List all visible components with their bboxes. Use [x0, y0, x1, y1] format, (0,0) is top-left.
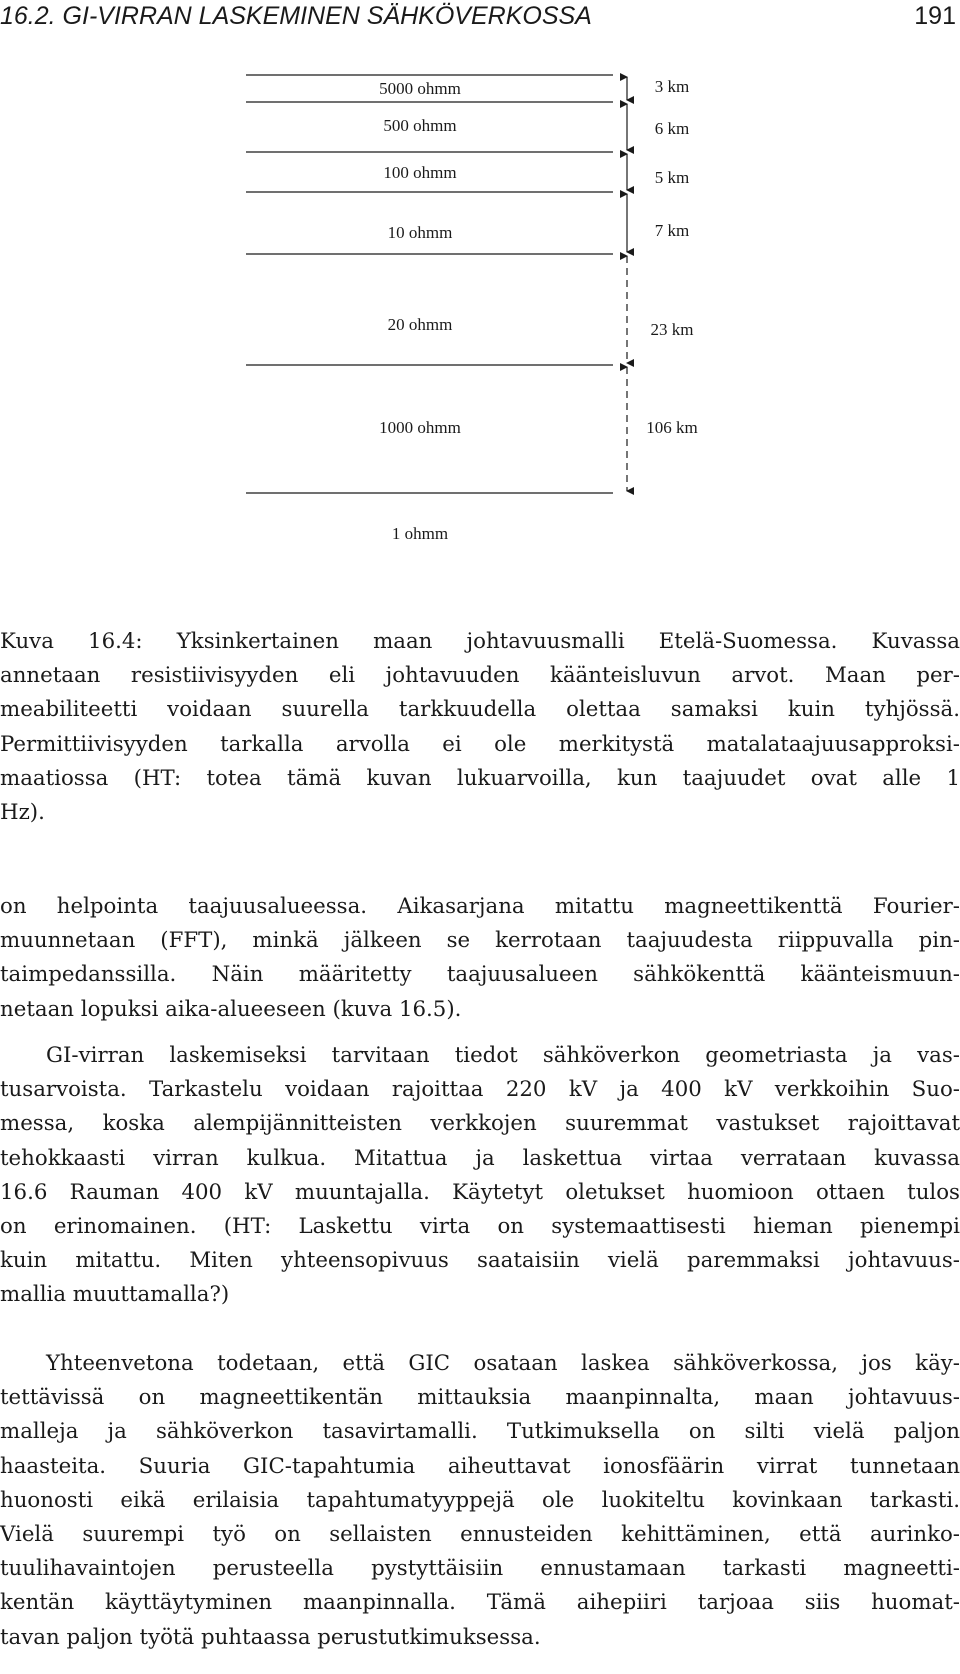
resistivity-label: 1 ohmm	[391, 524, 449, 543]
resistivity-label: 500 ohmm	[383, 116, 457, 135]
caption-line: meabiliteetti voidaan suurella tarkkuudella olettaa samaksi kuin tyhjössä.	[0, 697, 960, 723]
text-line: messa, koska alempijännitteisten verkkojen suuremmat vastukset rajoittavat	[0, 1111, 960, 1137]
thickness-label: 6 km	[654, 119, 690, 138]
resistivity-label: 1000 ohmm	[379, 418, 461, 437]
text-line: kentän käyttäytyminen maanpinnalla. Tämä aihepiiri tarjoaa siis huomat-	[0, 1590, 960, 1616]
paragraph-2	[0, 1039, 960, 1313]
caption-line: Permittiivisyyden tarkalla arvolla ei ole merkitystä matalataajuusapproksi-	[0, 731, 960, 757]
text-line: tehokkaasti virran kulkua. Mitattua ja laskettua virtaa verrataan kuvassa	[0, 1145, 960, 1171]
caption-line: maatiossa (HT: totea tämä kuvan lukuarvoilla, kun taajuudet ovat alle 1	[0, 765, 960, 791]
text-line: on helpointa taajuusalueessa. Aikasarjana mitattu magneettikenttä Fourier-	[0, 894, 960, 919]
text-line: netaan lopuksi aika-alueeseen (kuva 16.5).	[0, 996, 462, 1022]
resistivity-label: 5000 ohmm	[379, 79, 461, 98]
text-line: haasteita. Suuria GIC-tapahtumia aiheuttavat ionosfäärin virrat tunnetaan	[0, 1453, 960, 1479]
thickness-label: 7 km	[654, 221, 690, 240]
text-line: tusarvoista. Tarkastelu voidaan rajoittaa 220 kV ja 400 kV verkkoihin Suo-	[0, 1077, 960, 1103]
layer-diagram	[0, 60, 960, 560]
caption-line: annetaan resistiivisyyden eli johtavuuden käänteisluvun arvot. Maan per-	[0, 663, 960, 689]
section-title: 16.2. GI-VIRRAN LASKEMINEN SÄHKÖVERKOSSA	[0, 2, 592, 30]
text-line: muunnetaan (FFT), minkä jälkeen se kerrotaan taajuudesta riippuvalla pin-	[0, 928, 960, 954]
text-line: kuin mitattu. Miten yhteensopivuus saataisiin vielä paremmaksi johtavuus-	[0, 1248, 960, 1274]
text-line: taimpedanssilla. Näin määritetty taajuusalueen sähkökenttä käänteismuun-	[0, 962, 960, 988]
conductivity-model-figure	[0, 60, 960, 560]
paragraph-1	[0, 890, 960, 1027]
running-header	[0, 0, 958, 36]
thickness-label: 5 km	[654, 168, 690, 187]
caption-line: Kuva 16.4: Yksinkertainen maan johtavuusmalli Etelä-Suomessa. Kuvassa	[0, 629, 960, 654]
text-line: on erinomainen. (HT: Laskettu virta on systemaattisesti hieman pienempi	[0, 1213, 960, 1239]
text-line: mallia muuttamalla?)	[0, 1282, 230, 1308]
figure-caption	[0, 625, 960, 830]
thickness-label: 23 km	[650, 320, 694, 339]
text-line: tettävissä on magneettikentän mittauksia maanpinnalta, maan johtavuus-	[0, 1385, 960, 1411]
text-line: GI-virran laskemiseksi tarvitaan tiedot sähköverkon geometriasta ja vas-	[46, 1043, 960, 1068]
resistivity-label: 20 ohmm	[387, 315, 453, 334]
page-number: 191	[914, 2, 956, 30]
text-line: tuulihavaintojen perusteella pystyttäisiin ennustamaan tarkasti magneetti-	[0, 1556, 960, 1582]
thickness-label: 3 km	[654, 77, 690, 96]
text-line: Yhteenvetona todetaan, että GIC osataan laskea sähköverkossa, jos käy-	[46, 1351, 960, 1376]
text-line: 16.6 Rauman 400 kV muuntajalla. Käytetyt oletukset huomioon ottaen tulos	[0, 1179, 960, 1205]
text-line: huonosti eikä erilaisia tapahtumatyyppejä ole luokiteltu kovinkaan tarkasti.	[0, 1487, 960, 1513]
thickness-label: 106 km	[646, 418, 698, 437]
resistivity-label: 10 ohmm	[387, 223, 453, 242]
resistivity-label: 100 ohmm	[383, 163, 457, 182]
paragraph-3	[0, 1347, 960, 1655]
caption-line: Hz).	[0, 799, 45, 825]
text-line: malleja ja sähköverkon tasavirtamalli. Tutkimuksella on silti vielä paljon	[0, 1419, 960, 1445]
text-line: tavan paljon työtä puhtaassa perustutkimuksessa.	[0, 1624, 541, 1650]
text-line: Vielä suurempi työ on sellaisten ennusteiden kehittäminen, että aurinko-	[0, 1521, 960, 1547]
